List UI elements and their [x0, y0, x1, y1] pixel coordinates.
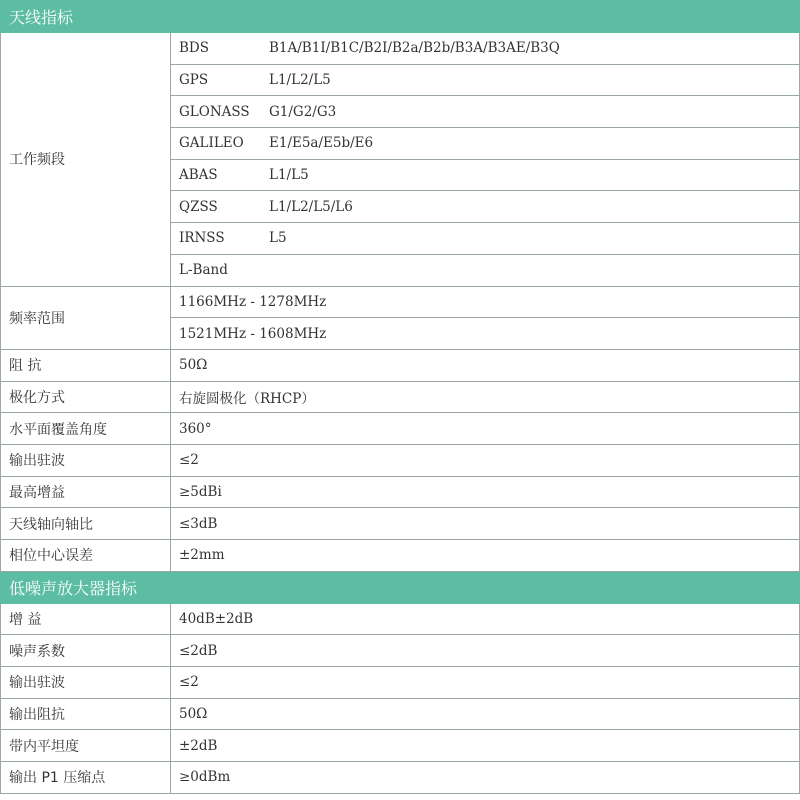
spec-row	[1, 762, 800, 794]
spec-value: ≤2	[171, 444, 800, 476]
band-signals: L1/L5	[269, 167, 309, 184]
spec-label: 阻 抗	[1, 349, 171, 381]
spec-row	[1, 413, 800, 445]
band-system: GALILEO	[179, 135, 244, 152]
spec-label: 天线轴向轴比	[1, 508, 171, 540]
spec-value: ≥5dBi	[171, 476, 800, 508]
antenna-section-header	[1, 1, 800, 33]
spec-label: 带内平坦度	[1, 730, 171, 762]
band-cell	[171, 64, 800, 96]
spec-value: 50Ω	[171, 349, 800, 381]
spec-row	[1, 540, 800, 572]
band-system: BDS	[179, 40, 209, 57]
spec-label: 增 益	[1, 603, 171, 635]
spec-row	[1, 635, 800, 667]
spec-value: ≤3dB	[171, 508, 800, 540]
lna-section-title: 低噪声放大器指标	[1, 571, 800, 603]
band-system: IRNSS	[179, 230, 225, 247]
band-cell	[171, 128, 800, 160]
band-system: GLONASS	[179, 103, 250, 120]
band-cell	[171, 159, 800, 191]
spec-value: 360°	[171, 413, 800, 445]
band-system: ABAS	[179, 167, 218, 184]
spec-row	[1, 667, 800, 699]
spec-label: 输出驻波	[1, 444, 171, 476]
band-cell	[171, 254, 800, 286]
band-label: 工作频段	[1, 33, 171, 287]
spec-value: ≥0dBm	[171, 762, 800, 794]
spec-value: 50Ω	[171, 698, 800, 730]
freq-range-value: 1521MHz - 1608MHz	[171, 318, 800, 350]
spec-label: 噪声系数	[1, 635, 171, 667]
band-signals: E1/E5a/E5b/E6	[269, 135, 374, 152]
band-cell	[171, 191, 800, 223]
band-signals: L5	[269, 230, 287, 247]
freq-range-value: 1166MHz - 1278MHz	[171, 286, 800, 318]
spec-label: 输出 P1 压缩点	[1, 762, 171, 794]
band-cell	[171, 33, 800, 65]
spec-row	[1, 730, 800, 762]
spec-label: 最高增益	[1, 476, 171, 508]
spec-row	[1, 381, 800, 413]
spec-row	[1, 698, 800, 730]
spec-label: 输出阻抗	[1, 698, 171, 730]
band-system: GPS	[179, 72, 209, 89]
spec-row	[1, 476, 800, 508]
antenna-section-title: 天线指标	[1, 1, 800, 33]
band-system: L-Band	[179, 262, 228, 279]
spec-label: 相位中心误差	[1, 540, 171, 572]
spec-row	[1, 444, 800, 476]
spec-row	[1, 603, 800, 635]
spec-value: ≤2dB	[171, 635, 800, 667]
freq-row	[1, 286, 800, 318]
lna-section-header	[1, 571, 800, 603]
spec-value: ±2dB	[171, 730, 800, 762]
band-cell	[171, 96, 800, 128]
band-cell	[171, 223, 800, 255]
band-row	[1, 33, 800, 65]
band-signals: B1A/B1I/B1C/B2I/B2a/B2b/B3A/B3AE/B3Q	[269, 40, 560, 57]
freq-label: 频率范围	[1, 286, 171, 349]
spec-label: 水平面覆盖角度	[1, 413, 171, 445]
band-signals: G1/G2/G3	[269, 103, 337, 120]
spec-label: 输出驻波	[1, 667, 171, 699]
spec-value: 40dB±2dB	[171, 603, 800, 635]
spec-row	[1, 349, 800, 381]
spec-value: ≤2	[171, 667, 800, 699]
band-signals: L1/L2/L5/L6	[269, 198, 353, 215]
spec-value: 右旋圆极化（RHCP）	[171, 381, 800, 413]
band-signals: L1/L2/L5	[269, 72, 331, 89]
band-system: QZSS	[179, 198, 218, 215]
spec-value: ±2mm	[171, 540, 800, 572]
spec-label: 极化方式	[1, 381, 171, 413]
spec-row	[1, 508, 800, 540]
